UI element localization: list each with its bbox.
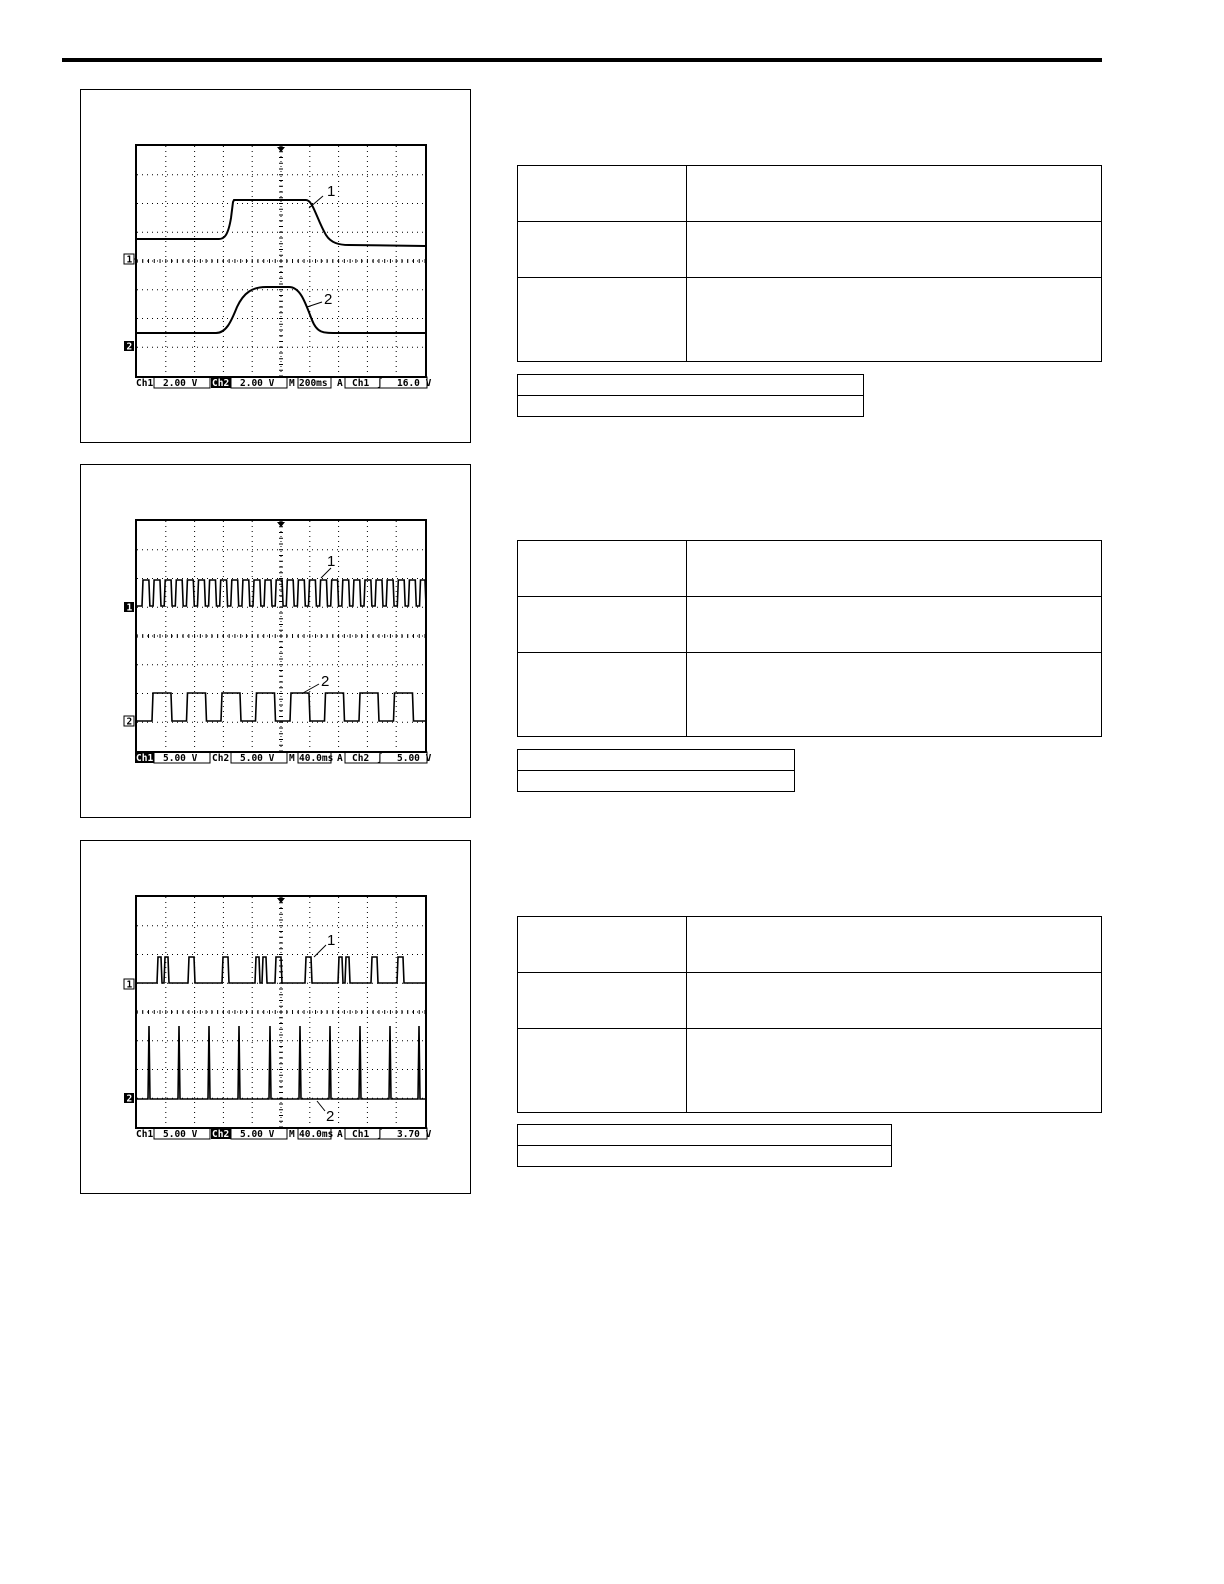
trigger-level: 5.00 V [397,753,432,764]
trigger-prefix: A [337,753,343,764]
trigger-level: 3.70 V [397,1129,432,1140]
svg-text:2: 2 [126,1093,133,1105]
svg-text:2: 2 [126,716,133,728]
scope-status-bar [136,377,432,389]
scope-status-bar [135,752,432,764]
trigger-slope: ∫ [377,753,383,764]
scope-status-bar [136,1128,432,1140]
oscilloscope-figure-2 [80,464,471,818]
trigger-prefix: A [337,1129,343,1140]
trigger-level: 16.0 V [397,378,432,389]
scope-grid [137,146,425,376]
ch1-ground-marker [124,979,134,991]
header-rule [62,58,1102,62]
time-prefix: M [289,1129,295,1140]
scope-screen-2 [81,465,472,819]
time-prefix: M [289,753,295,764]
time-div: 40.0ms [299,1129,334,1140]
ch1-volts-div: 5.00 V [163,1129,198,1140]
trigger-slope: ∫ [377,378,383,389]
svg-text:2: 2 [324,291,333,308]
ch1-waveform [137,957,425,983]
ch2-label: Ch2 [212,1129,230,1140]
svg-text:2: 2 [126,341,133,353]
trigger-channel: Ch2 [352,753,370,764]
spec-table-3 [517,916,1102,1113]
oscilloscope-figure-3 [80,840,471,1194]
spec-table-2 [517,540,1102,737]
ch2-volts-div: 2.00 V [240,378,275,389]
scope-grid [137,521,425,751]
svg-text:2: 2 [326,1108,335,1125]
trigger-channel: Ch1 [352,1129,370,1140]
ch2-ground-marker [124,1093,134,1105]
svg-text:1: 1 [126,254,133,266]
callout-1 [309,183,335,208]
time-div: 40.0ms [299,753,334,764]
ch1-volts-div: 2.00 V [163,378,198,389]
callout-2 [307,291,332,308]
scope-screen-1 [81,90,472,444]
note-table-1 [517,374,864,417]
svg-text:1: 1 [327,553,336,570]
ch1-label: Ch1 [136,1129,154,1140]
svg-text:1: 1 [327,932,336,949]
ch1-ground-marker [124,602,134,614]
ch1-label: Ch1 [136,753,154,764]
ch1-volts-div: 5.00 V [163,753,198,764]
oscilloscope-figure-1 [80,89,471,443]
ch2-volts-div: 5.00 V [240,1129,275,1140]
time-div: 200ms [299,378,328,389]
ch2-volts-div: 5.00 V [240,753,275,764]
ch2-label: Ch2 [212,378,230,389]
callout-1 [321,553,335,578]
callout-2 [303,673,329,693]
ch2-ground-marker [124,716,134,728]
svg-text:1: 1 [126,602,133,614]
trigger-channel: Ch1 [352,378,370,389]
callout-1 [314,932,335,957]
svg-text:2: 2 [321,673,330,690]
ch1-waveform [137,580,426,606]
time-prefix: M [289,378,295,389]
ch1-label: Ch1 [136,378,154,389]
ch2-label: Ch2 [212,753,230,764]
callout-2 [317,1101,334,1125]
scope-screen-3 [81,841,472,1195]
ch2-ground-marker [124,341,134,353]
svg-text:1: 1 [126,979,133,991]
note-table-2 [517,749,795,792]
spec-table-1 [517,165,1102,362]
svg-text:1: 1 [327,183,336,200]
trigger-prefix: A [337,378,343,389]
note-table-3 [517,1124,892,1167]
trigger-slope: ∫ [377,1129,383,1140]
